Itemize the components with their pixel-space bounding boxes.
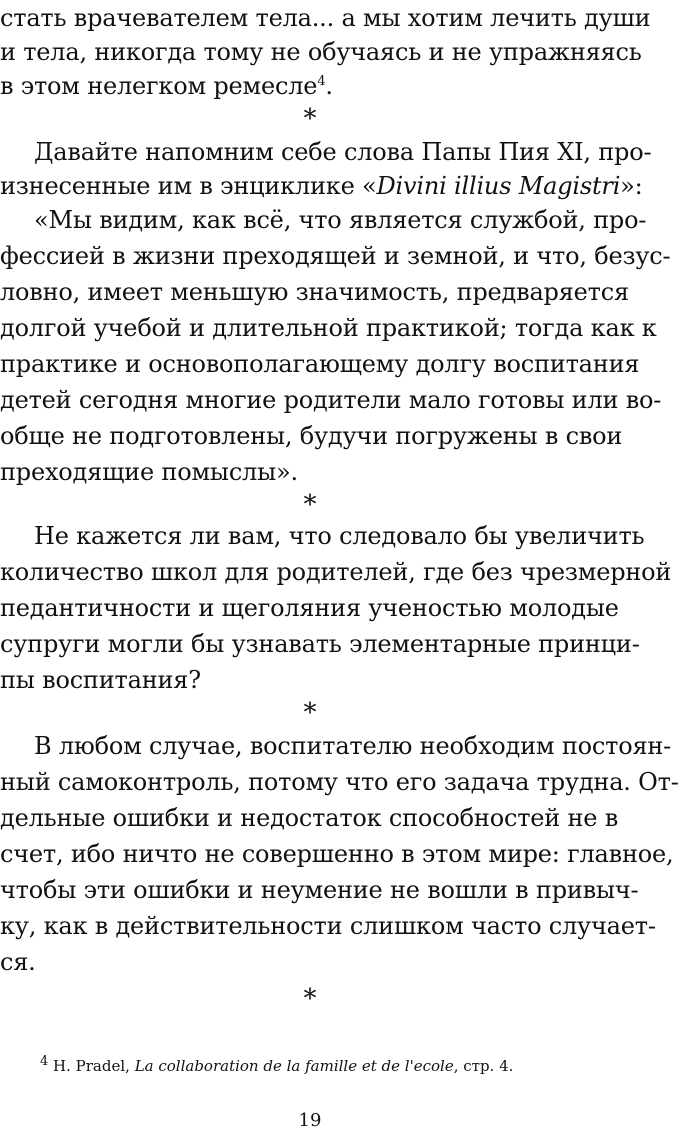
text-line: долгой учебой и длительной практикой; тогда как к — [0, 314, 657, 342]
footnote-number: 4 — [40, 1054, 49, 1069]
page-number: 19 — [298, 1110, 322, 1131]
text-line: фессией в жизни преходящей и земной, и что, безус- — [0, 242, 671, 270]
text-line: ный самоконтроль, потому что его задача трудна. От- — [0, 768, 679, 796]
section-separator: * — [303, 698, 317, 728]
text-line — [0, 168, 643, 204]
text-line: ся. — [0, 948, 36, 976]
text-line: ку, как в действительности слишком часто случает- — [0, 912, 656, 940]
text-line: и тела, никогда тому не обучаясь и не упражняясь — [0, 38, 642, 66]
encyclical-title: Divini illius Magistri — [376, 172, 621, 200]
text-line: чтобы эти ошибки и неумение не вошли в привыч- — [0, 876, 639, 904]
text-fragment: »: — [620, 172, 643, 200]
footnote-author: H. Pradel, — [48, 1057, 135, 1075]
footnote-title: La collaboration de la famille et de l'ecole — [134, 1057, 454, 1075]
footnote-reference: 4 — [317, 74, 326, 89]
text-line: дельные ошибки и недостаток способностей не в — [0, 804, 619, 832]
text-line — [0, 68, 620, 104]
text-line: практике и основополагающему долгу воспитания — [0, 350, 640, 378]
text-fragment: изнесенные им в энциклике « — [0, 172, 377, 200]
text-line: детей сегодня многие родители мало готовы или во- — [0, 386, 662, 414]
section-separator: * — [303, 490, 317, 520]
footnote-tail: , стр. 4. — [453, 1057, 514, 1075]
text-line: Давайте напомним себе слова Папы Пия XI, про- — [34, 138, 652, 166]
text-line: стать врачевателем тела... а мы хотим лечить души — [0, 4, 651, 32]
text-line: пы воспитания? — [0, 666, 201, 694]
text-line: преходящие помыслы». — [0, 458, 298, 486]
text-line: «Мы видим, как всё, что является службой, про- — [34, 206, 647, 234]
section-separator: * — [303, 104, 317, 134]
footnote — [40, 1056, 600, 1076]
text-fragment: . — [325, 72, 333, 100]
text-line: педантичности и щеголяния ученостью молодые — [0, 594, 619, 622]
text-line: супруги могли бы узнавать элементарные принци- — [0, 630, 640, 658]
text-line: ловно, имеет меньшую значимость, предваряется — [0, 278, 629, 306]
text-line: счет, ибо ничто не совершенно в этом мире: главное, — [0, 840, 674, 868]
text-line: обще не подготовлены, будучи погружены в свои — [0, 422, 623, 450]
section-separator: * — [303, 984, 317, 1014]
text-line: количество школ для родителей, где без чрезмерной — [0, 558, 672, 586]
text-line: Не кажется ли вам, что следовало бы увеличить — [34, 522, 645, 550]
text-line: В любом случае, воспитателю необходим постоян- — [34, 732, 672, 760]
text-fragment: в этом нелегком ремесле — [0, 72, 318, 100]
